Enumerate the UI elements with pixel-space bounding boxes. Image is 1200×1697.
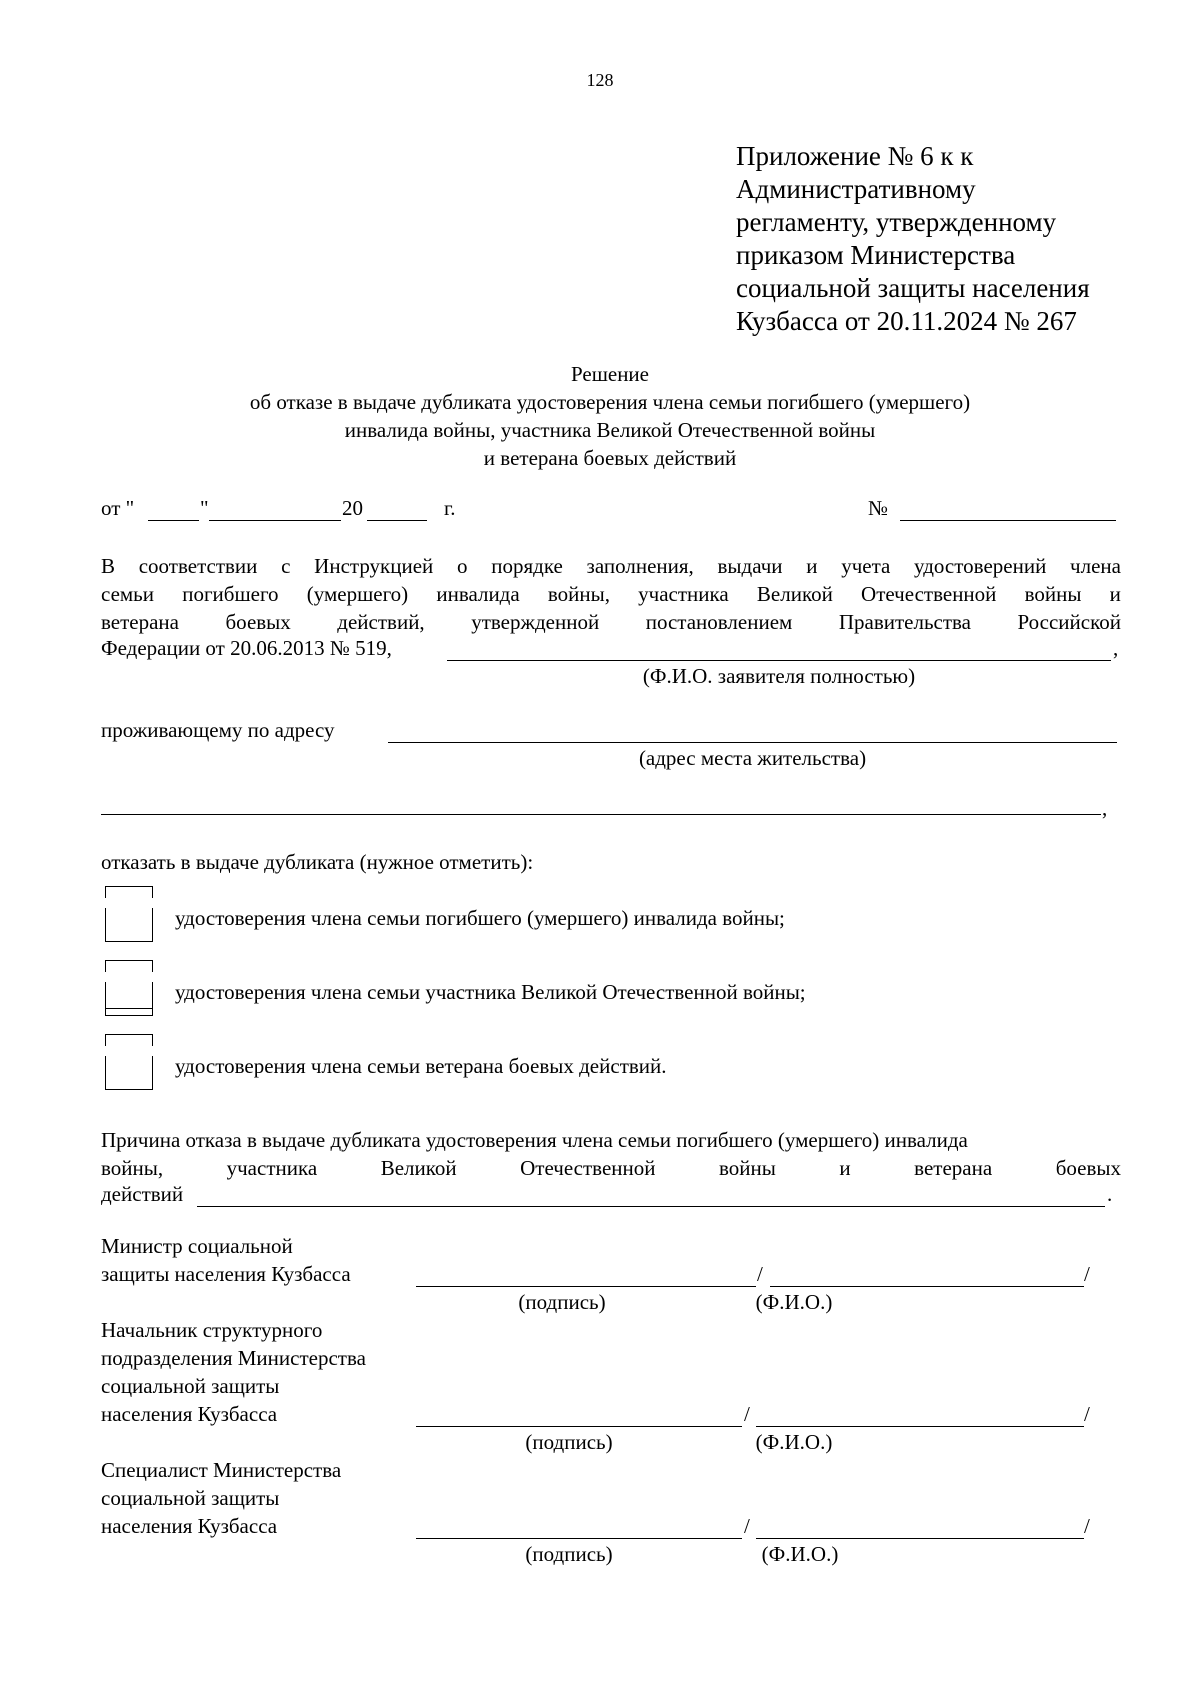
appendix-line: социальной защиты населения	[736, 273, 1090, 303]
appendix-line: Приложение № 6 к к	[736, 141, 974, 171]
document-title-line: об отказе в выдаче дубликата удостоверения члена семьи погибшего (умершего)	[249, 390, 971, 414]
applicant-caption: (Ф.И.О. заявителя полностью)	[642, 664, 916, 688]
address-label: проживающему по адресу	[101, 718, 335, 742]
signatory-title: Начальник структурного подразделения Министерства социальной защиты населения Кузбасса	[101, 1318, 366, 1426]
option-checkbox[interactable]	[101, 960, 149, 1016]
signatory-title: Министр социальной защиты населения Кузбасса	[101, 1234, 351, 1286]
year-prefix: 20	[342, 496, 363, 520]
signature-field[interactable]	[416, 1286, 756, 1287]
slash: /	[757, 1262, 763, 1286]
signature-field[interactable]	[416, 1426, 742, 1427]
name-field[interactable]	[770, 1286, 1084, 1287]
document-number-field[interactable]	[900, 520, 1116, 521]
basis-line: В соответствии с Инструкцией о порядке заполнения, выдачи и учета удостоверений члена	[101, 554, 1121, 578]
slash: /	[1084, 1514, 1090, 1538]
option-label: удостоверения члена семьи ветерана боевых действий.	[175, 1054, 667, 1078]
signature-caption: (подпись)	[525, 1430, 613, 1454]
slash: /	[744, 1514, 750, 1538]
reason-paragraph	[101, 1126, 1121, 1182]
basis-line: семьи погибшего (умершего) инвалида войны, участника Великой Отечественной войны и	[101, 582, 1121, 606]
basis-line: ветерана боевых действий, утвержденной постановлением Правительства Российской	[101, 610, 1121, 634]
reason-line-end: действий	[101, 1182, 184, 1206]
name-caption: (Ф.И.О.)	[755, 1290, 833, 1314]
name-field[interactable]	[756, 1538, 1084, 1539]
name-caption: (Ф.И.О.)	[761, 1542, 839, 1566]
year-suffix: г.	[444, 496, 456, 520]
address-comma: ,	[1102, 796, 1108, 820]
appendix-line: Кузбасса от 20.11.2024 № 267	[736, 306, 1077, 336]
reason-field[interactable]	[197, 1206, 1105, 1207]
reason-line: войны, участника Великой Отечественной войны и ветерана боевых	[101, 1156, 1121, 1180]
option-checkbox[interactable]	[101, 886, 149, 942]
year-field[interactable]	[367, 520, 427, 521]
applicant-name-field[interactable]	[447, 660, 1111, 661]
document-title-line: и ветерана боевых действий	[483, 446, 737, 470]
document-heading: Решение	[570, 362, 649, 386]
appendix-line: регламенту, утвержденному	[736, 207, 1057, 237]
document-title-line: инвалида войны, участника Великой Отечественной войны	[344, 418, 876, 442]
address-continuation-field[interactable]	[101, 814, 1101, 815]
slash: /	[1084, 1402, 1090, 1426]
address-caption: (адрес места жительства)	[638, 746, 867, 770]
refuse-label: отказать в выдаче дубликата (нужное отметить):	[101, 850, 534, 874]
appendix-line: приказом Министерства	[736, 240, 1016, 270]
appendix-note	[736, 140, 1166, 338]
reason-period: .	[1107, 1182, 1113, 1206]
slash: /	[1084, 1262, 1090, 1286]
basis-line-end: Федерации от 20.06.2013 № 519,	[101, 636, 392, 660]
month-field[interactable]	[209, 520, 341, 521]
signature-caption: (подпись)	[525, 1542, 613, 1566]
option-label: удостоверения члена семьи погибшего (умершего) инвалида войны;	[175, 906, 785, 930]
number-label: №	[868, 496, 889, 520]
signature-caption: (подпись)	[518, 1290, 606, 1314]
appendix-line: Административному	[736, 174, 976, 204]
date-from-label: от "	[101, 496, 135, 520]
signatory-title: Специалист Министерства социальной защиты населения Кузбасса	[101, 1458, 342, 1538]
signature-field[interactable]	[416, 1538, 742, 1539]
address-field[interactable]	[388, 742, 1117, 743]
basis-comma: ,	[1113, 636, 1119, 660]
option-label: удостоверения члена семьи участника Великой Отечественной войны;	[175, 980, 806, 1004]
date-quote: "	[200, 496, 209, 520]
name-caption: (Ф.И.О.)	[755, 1430, 833, 1454]
name-field[interactable]	[756, 1426, 1084, 1427]
slash: /	[744, 1402, 750, 1426]
reason-line: Причина отказа в выдаче дубликата удостоверения члена семьи погибшего (умершего) инвалида	[101, 1128, 968, 1152]
day-field[interactable]	[148, 520, 199, 521]
basis-paragraph	[101, 552, 1121, 636]
page-number: 128	[586, 70, 614, 90]
option-checkbox[interactable]	[101, 1034, 149, 1090]
